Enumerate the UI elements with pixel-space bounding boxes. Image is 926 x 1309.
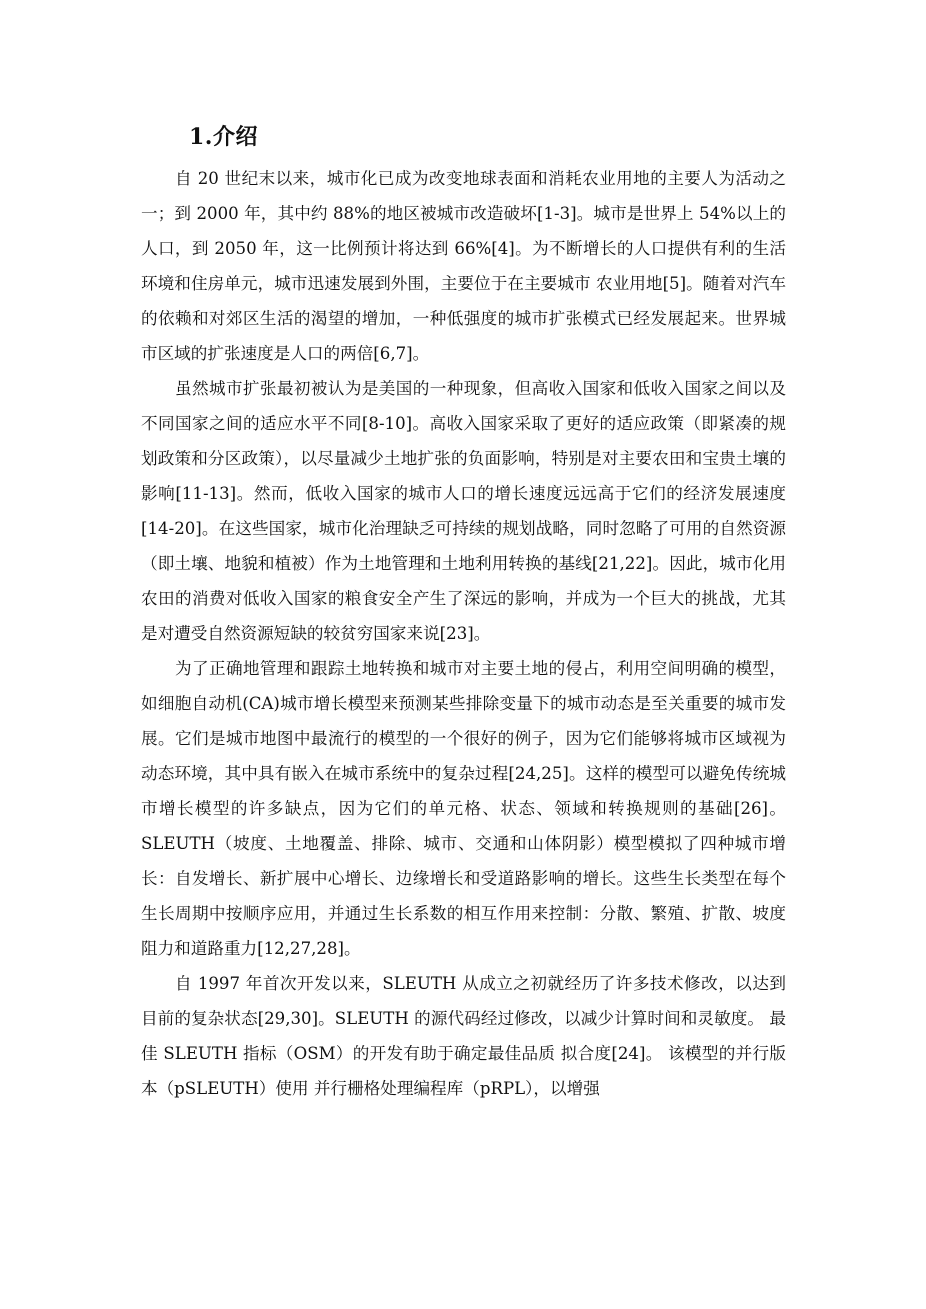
section-heading: 1.介绍	[189, 124, 258, 150]
paragraph-urban-sprawl-policies: 虽然城市扩张最初被认为是美国的一种现象，但高收入国家和低收入国家之间以及不同国家之间的适应水平不同[8-10]。高收入国家采取了更好的适应政策（即紧凑的规划政策和分区政策），以尽量减少土地扩张的负面影响，特别是对主要农田和宝贵土壤的影响[11-13]。然而，低收入国家的城市人口的增长速度远远高于它们的经济发展速度[14-20]。在这些国家，城市化治理缺乏可持续的规划战略，同时忽略了可用的自然资源（即土壤、地貌和植被）作为土地管理和土地利用转换的基线[21,22]。因此，城市化用农田的消费对低收入国家的粮食安全产生了深远的影响，并成为一个巨大的挑战，尤其是对遭受自然资源短缺的较贫穷国家来说[23]。	[141, 379, 786, 643]
paragraph-sleuth-history: 自 1997 年首次开发以来，SLEUTH 从成立之初就经历了许多技术修改，以达到目前的复杂状态[29,30]。SLEUTH 的源代码经过修改，以减少计算时间和灵敏度。 最佳 SLEUTH 指标（OSM）的开发有助于确定最佳品质 拟合度[24]。 该模型的并行版本（pSLEUTH）使用 并行栅格处理编程库（pRPL），以增强	[141, 974, 786, 1098]
paragraph-ca-models: 为了正确地管理和跟踪土地转换和城市对主要土地的侵占，利用空间明确的模型，如细胞自动机(CA)城市增长模型来预测某些排除变量下的城市动态是至关重要的城市发展。它们是城市地图中最流行的模型的一个很好的例子，因为它们能够将城市区域视为动态环境，其中具有嵌入在城市系统中的复杂过程[24,25]。这样的模型可以避免传统城市增长模型的许多缺点，因为它们的单元格、状态、领域和转换规则的基础[26]。SLEUTH（坡度、土地覆盖、排除、城市、交通和山体阴影）模型模拟了四种城市增长：自发增长、新扩展中心增长、边缘增长和受道路影响的增长。这些生长类型在每个生长周期中按顺序应用，并通过生长系数的相互作用来控制：分散、繁殖、扩散、坡度阻力和道路重力[12,27,28]。	[141, 659, 786, 958]
document-page	[141, 118, 786, 1106]
paragraph-urbanization-intro: 自 20 世纪末以来，城市化已成为改变地球表面和消耗农业用地的主要人为活动之一；到 2000 年，其中约 88%的地区被城市改造破坏[1-3]。城市是世界上 54%以上的人口，到 2050 年，这一比例预计将达到 66%[4]。为不断增长的人口提供有利的生活环境和住房单元，城市迅速发展到外围，主要位于在主要城市 农业用地[5]。随着对汽车的依赖和对郊区生活的渴望的增加，一种低强度的城市扩张模式已经发展起来。世界城市区域的扩张速度是人口的两倍[6,7]。	[141, 169, 786, 363]
